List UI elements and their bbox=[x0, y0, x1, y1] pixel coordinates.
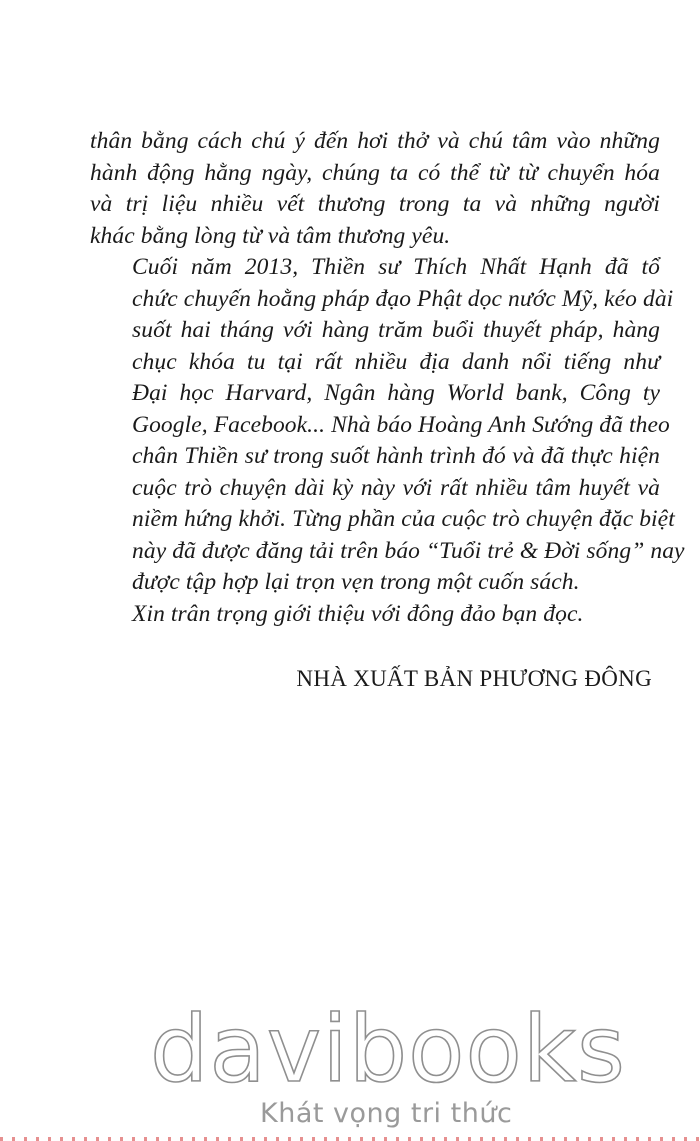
body-text bbox=[90, 126, 685, 630]
text-line: cuộc trò chuyện dài kỳ này với rất nhiều tâm huyết và bbox=[132, 474, 660, 501]
text-line: Cuối năm 2013, Thiền sư Thích Nhất Hạnh đã tổ bbox=[132, 254, 660, 280]
paragraph bbox=[90, 126, 660, 252]
paragraph bbox=[90, 599, 660, 631]
text-line: chục khóa tu tại rất nhiều địa danh nổi tiếng như bbox=[132, 348, 660, 375]
text-line: niềm hứng khởi. Từng phần của cuộc trò chuyện đặc biệt bbox=[132, 506, 675, 532]
text-line: thân bằng cách chú ý đến hơi thở và chú tâm vào những bbox=[90, 128, 660, 154]
text-line: và trị liệu nhiều vết thương trong ta và những người bbox=[90, 191, 660, 217]
text-line: suốt hai tháng với hàng trăm buổi thuyết pháp, hàng bbox=[132, 317, 660, 343]
text-line: Xin trân trọng giới thiệu với đông đảo bạn đọc. bbox=[132, 600, 584, 627]
publisher-signature: NHÀ XUẤT BẢN PHƯƠNG ĐÔNG bbox=[296, 666, 652, 691]
watermark-tagline: Khát vọng tri thức bbox=[260, 1098, 513, 1129]
watermark-logo: davibooks bbox=[150, 996, 626, 1103]
text-line: khác bằng lòng từ và tâm thương yêu. bbox=[90, 222, 451, 249]
text-line: Google, Facebook... Nhà báo Hoàng Anh Sướng đã theo bbox=[132, 411, 670, 438]
text-line: hành động hằng ngày, chúng ta có thể từ từ chuyển hóa bbox=[90, 159, 660, 186]
text-line: được tập hợp lại trọn vẹn trong một cuốn sách. bbox=[132, 569, 580, 595]
paragraph bbox=[90, 252, 685, 599]
text-line: chân Thiền sư trong suốt hành trình đó và đã thực hiện bbox=[132, 443, 660, 469]
text-line: Đại học Harvard, Ngân hàng World bank, Công ty bbox=[132, 380, 660, 406]
text-line: chức chuyến hoằng pháp đạo Phật dọc nước Mỹ, kéo dài bbox=[132, 285, 674, 312]
text-line: này đã được đăng tải trên báo “Tuổi trẻ & Đời sống” nay bbox=[132, 537, 685, 564]
watermark bbox=[0, 996, 700, 1141]
page-bottom-edge bbox=[0, 1137, 700, 1141]
